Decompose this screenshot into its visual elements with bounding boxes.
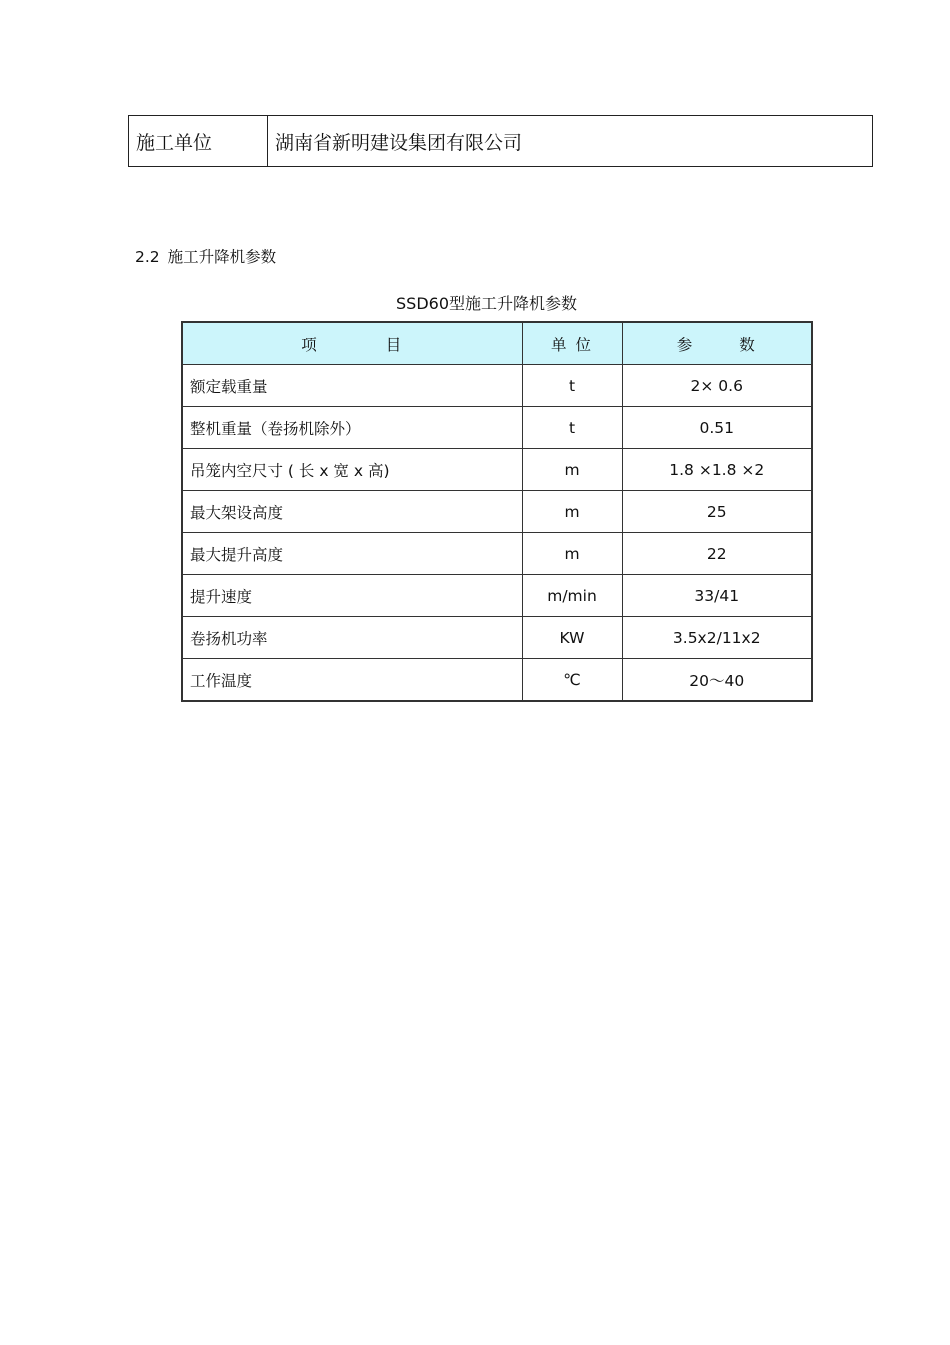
row-value: 20～40 (622, 659, 811, 701)
row-unit: t (522, 365, 622, 407)
row-value: 3.5x2/11x2 (622, 617, 811, 659)
row-value: 25 (622, 491, 811, 533)
row-unit: m/min (522, 575, 622, 617)
row-value: 22 (622, 533, 811, 575)
section-title: 施工升降机参数 (167, 248, 277, 266)
section-heading (135, 245, 276, 267)
header-item: 项 目 (183, 323, 522, 365)
header-value: 参 数 (622, 323, 811, 365)
row-unit: ℃ (522, 659, 622, 701)
table-row (183, 365, 811, 407)
row-value: 0.51 (622, 407, 811, 449)
row-item: 提升速度 (183, 575, 522, 617)
row-item: 吊笼内空尺寸 ( 长 x 宽 x 高) (183, 449, 522, 491)
row-item: 卷扬机功率 (183, 617, 522, 659)
row-value: 1.8 ×1.8 ×2 (622, 449, 811, 491)
row-unit: m (522, 449, 622, 491)
row-unit: t (522, 407, 622, 449)
row-item: 工作温度 (183, 659, 522, 701)
table-row (183, 575, 811, 617)
table-row (183, 491, 811, 533)
company-name: 湖南省新明建设集团有限公司 (268, 116, 873, 167)
company-info-row (129, 116, 873, 167)
params-table (183, 323, 811, 701)
row-item: 整机重量（卷扬机除外） (183, 407, 522, 449)
row-unit: m (522, 491, 622, 533)
company-info-table (128, 115, 873, 167)
row-unit: KW (522, 617, 622, 659)
section-number: 2.2 (135, 248, 160, 266)
table-row (183, 617, 811, 659)
row-item: 最大架设高度 (183, 491, 522, 533)
row-unit: m (522, 533, 622, 575)
header-unit: 单 位 (522, 323, 622, 365)
table-row (183, 407, 811, 449)
table-row (183, 449, 811, 491)
table-row (183, 533, 811, 575)
params-header-row (183, 323, 811, 365)
table-caption: SSD60型施工升降机参数 (396, 294, 577, 313)
company-label: 施工单位 (129, 116, 268, 167)
row-item: 最大提升高度 (183, 533, 522, 575)
params-table-frame (181, 321, 813, 702)
table-row (183, 659, 811, 701)
row-value: 2× 0.6 (622, 365, 811, 407)
row-value: 33/41 (622, 575, 811, 617)
row-item: 额定载重量 (183, 365, 522, 407)
